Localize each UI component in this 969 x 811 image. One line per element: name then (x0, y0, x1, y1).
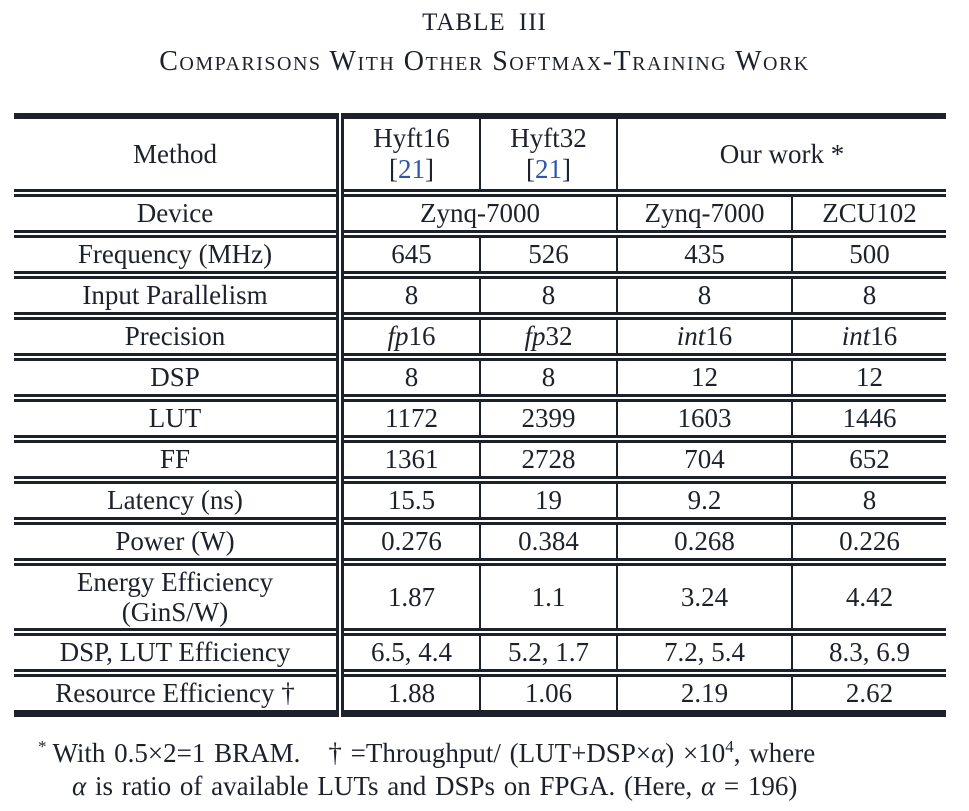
precision-type: int (841, 321, 871, 351)
cell-frequency-1: 526 (480, 234, 617, 275)
row-label-latency: Latency (ns) (14, 480, 340, 521)
cell-frequency-3: 500 (792, 234, 946, 275)
cell-resource-2: 2.19 (617, 673, 792, 714)
energy-label-line1: Energy Efficiency (76, 567, 274, 597)
cell-lut-3: 1446 (792, 398, 946, 439)
cell-precision-0 (340, 316, 480, 357)
row-label-frequency: Frequency (MHz) (14, 234, 340, 275)
footnote-times-ten: ) ×10 (665, 738, 726, 768)
cell-lut-0: 1172 (340, 398, 480, 439)
table-row-energy (14, 562, 946, 632)
precision-type: fp (524, 321, 546, 351)
row-label-power: Power (W) (14, 521, 340, 562)
cell-precision-1 (480, 316, 617, 357)
cell-latency-1: 19 (480, 480, 617, 521)
cell-ff-0: 1361 (340, 439, 480, 480)
table-row-parallelism (14, 275, 946, 316)
bracket-open: [ (389, 154, 398, 184)
cell-dsplut-2: 7.2, 5.4 (617, 632, 792, 673)
cell-device-hyft-span: Zynq-7000 (340, 193, 617, 234)
precision-bits: 16 (705, 321, 733, 351)
footnote-alpha-value: = 196) (715, 771, 798, 801)
precision-bits: 16 (870, 321, 898, 351)
cell-dsplut-1: 5.2, 1.7 (480, 632, 617, 673)
hyft32-citation (481, 154, 616, 185)
cell-device-ourwork-2: ZCU102 (792, 193, 946, 234)
row-label-dsp: DSP (14, 357, 340, 398)
cell-power-1: 0.384 (480, 521, 617, 562)
footnote-line-2 (72, 770, 969, 803)
footnote-dagger-formula: † =Throughput/ (LUT+DSP× (328, 738, 652, 768)
citation-link-21[interactable]: 21 (398, 154, 425, 184)
header-hyft16 (340, 116, 480, 193)
row-label-ff: FF (14, 439, 340, 480)
cell-precision-2 (617, 316, 792, 357)
footnote-bram-note: With 0.5×2=1 BRAM. (52, 738, 301, 768)
citation-link-21[interactable]: 21 (535, 154, 562, 184)
cell-resource-1: 1.06 (480, 673, 617, 714)
table-row-device (14, 193, 946, 234)
cell-power-2: 0.268 (617, 521, 792, 562)
cell-device-ourwork-1: Zynq-7000 (617, 193, 792, 234)
table-row-latency (14, 480, 946, 521)
footnote-alpha-definition: is ratio of available LUTs and DSPs on FPGA. (Here, (86, 771, 701, 801)
alpha-symbol: α (700, 771, 716, 801)
alpha-symbol: α (72, 771, 87, 801)
table-row-dsp (14, 357, 946, 398)
cell-ff-3: 652 (792, 439, 946, 480)
cell-lut-1: 2399 (480, 398, 617, 439)
row-label-precision: Precision (14, 316, 340, 357)
cell-lut-2: 1603 (617, 398, 792, 439)
cell-energy-1: 1.1 (480, 562, 617, 632)
table-row-resource-efficiency (14, 673, 946, 714)
cell-power-0: 0.276 (340, 521, 480, 562)
table-footnote (38, 730, 969, 803)
energy-label-line2: (GinS/W) (121, 597, 229, 627)
footnote-star-marker: * (38, 737, 47, 756)
cell-parallelism-0: 8 (340, 275, 480, 316)
bracket-close: ] (425, 154, 434, 184)
table-row-power (14, 521, 946, 562)
cell-precision-3 (792, 316, 946, 357)
row-label-energy (14, 562, 340, 632)
table-header-row (14, 116, 946, 193)
cell-parallelism-3: 8 (792, 275, 946, 316)
row-label-parallelism: Input Parallelism (14, 275, 340, 316)
cell-energy-2: 3.24 (617, 562, 792, 632)
row-label-resource-efficiency: Resource Efficiency † (14, 673, 340, 714)
cell-power-3: 0.226 (792, 521, 946, 562)
row-label-device: Device (14, 193, 340, 234)
cell-parallelism-2: 8 (617, 275, 792, 316)
cell-dsp-2: 12 (617, 357, 792, 398)
cell-resource-3: 2.62 (792, 673, 946, 714)
cell-resource-0: 1.88 (340, 673, 480, 714)
table-row-lut (14, 398, 946, 439)
table-row-ff (14, 439, 946, 480)
header-method: Method (14, 116, 340, 193)
cell-frequency-0: 645 (340, 234, 480, 275)
cell-latency-2: 9.2 (617, 480, 792, 521)
table-row-frequency (14, 234, 946, 275)
cell-dsplut-0: 6.5, 4.4 (340, 632, 480, 673)
bracket-close: ] (562, 154, 571, 184)
table-row-precision (14, 316, 946, 357)
cell-energy-3: 4.42 (792, 562, 946, 632)
cell-dsp-3: 12 (792, 357, 946, 398)
hyft32-name: Hyft32 (510, 123, 587, 153)
cell-frequency-2: 435 (617, 234, 792, 275)
header-hyft32 (480, 116, 617, 193)
alpha-symbol: α (651, 738, 666, 768)
precision-bits: 32 (545, 321, 573, 351)
comparison-table (14, 113, 946, 717)
cell-ff-2: 704 (617, 439, 792, 480)
bracket-open: [ (526, 154, 535, 184)
footnote-where: , where (733, 738, 816, 768)
cell-ff-1: 2728 (480, 439, 617, 480)
footnote-exponent: 4 (725, 737, 734, 756)
cell-dsplut-3: 8.3, 6.9 (792, 632, 946, 673)
cell-dsp-0: 8 (340, 357, 480, 398)
cell-dsp-1: 8 (480, 357, 617, 398)
cell-parallelism-1: 8 (480, 275, 617, 316)
hyft16-citation (344, 154, 479, 185)
cell-energy-0: 1.87 (340, 562, 480, 632)
cell-latency-3: 8 (792, 480, 946, 521)
header-our-work: Our work * (617, 116, 946, 193)
footnote-line-1 (38, 730, 969, 770)
precision-type: int (676, 321, 706, 351)
precision-type: fp (387, 321, 409, 351)
table-caption-number: TABLE III (422, 9, 547, 36)
hyft16-name: Hyft16 (373, 123, 450, 153)
table-row-dsp-lut-efficiency (14, 632, 946, 673)
cell-latency-0: 15.5 (340, 480, 480, 521)
table-caption-title: Comparisons With Other Softmax-Training Work (159, 46, 810, 77)
precision-bits: 16 (408, 321, 436, 351)
row-label-lut: LUT (14, 398, 340, 439)
row-label-dsp-lut-efficiency: DSP, LUT Efficiency (14, 632, 340, 673)
